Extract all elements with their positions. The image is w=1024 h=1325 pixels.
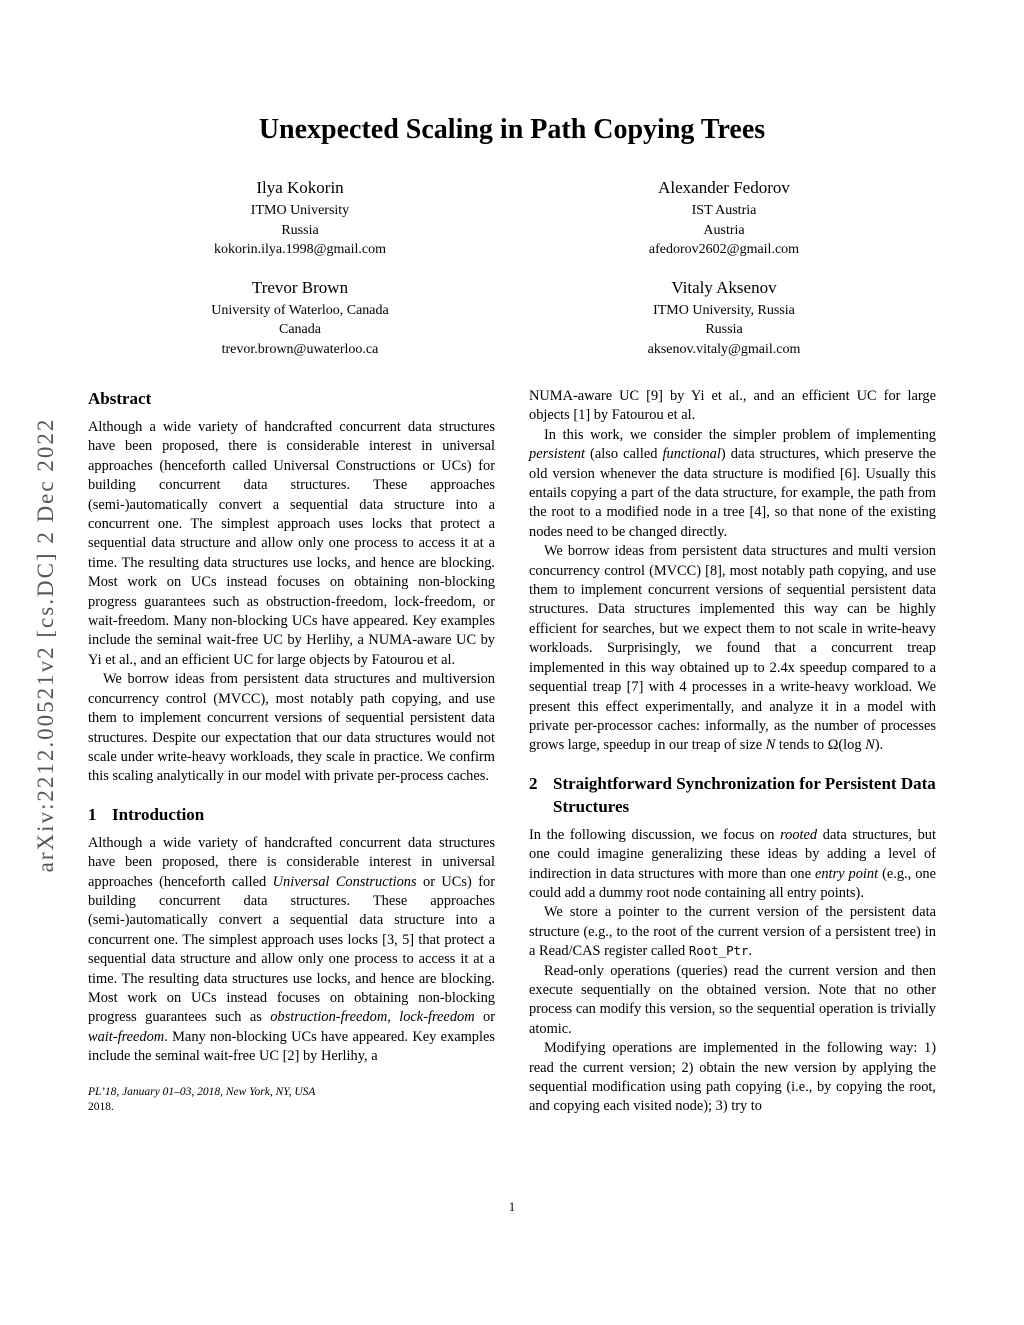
author-email: aksenov.vitaly@gmail.com (647, 341, 801, 357)
author-country: Russia (281, 222, 319, 238)
conference-footnote (88, 1085, 495, 1115)
author-country: Russia (705, 322, 743, 337)
abstract-paragraph-1: Although a wide variety of handcrafted concurrent data structures have been proposed, there is considerable interest in universal approaches (henceforth called Universal Constructions or UCs) for building concurrent data structures. These approaches (semi-)automatically convert a sequential data structure into a concurrent one. The simplest approach uses locks that protect a sequential data structure and allow only one process to access it at a time. The resulting data structures use locks, and hence are blocking. Most work on UCs instead focuses on obtaining non-blocking progress guarantees such as obstruction-freedom, lock-freedom, or wait-freedom. Many non-blocking UCs have appeared. Key examples include the seminal wait-free UC by Herlihy, a NUMA-aware UC by Yi et al., and an efficient UC for large objects by Fatourou et al. (88, 419, 495, 668)
section-1-number: 1 (88, 804, 97, 824)
author-country: Canada (279, 322, 321, 337)
author-country: Austria (703, 222, 745, 238)
author-affiliation: University of Waterloo, Canada (211, 302, 389, 318)
intro-paragraph-3: We borrow ideas from persistent data structures and multi version concurrency control (MVCC) [8], most notably path copying, and use them to implement concurrent versions of sequential persistent data structures. Data structures implemented this way can be highly efficient for searches, but we expect them to not scale in write-heavy workloads. Surprisingly, we found that a concurrent treap implemented in this way obtained up to 2.4x speedup compared to a sequential treap [7] with 4 processes in a write-heavy workload. We present this effect experimentally, and analyze it in a model with private per-processor caches: informally, as the number of processes grows large, speedup in our treap of size N tends to Ω(log N). (529, 543, 936, 754)
author-affiliation: ITMO University, Russia (653, 302, 795, 318)
section-2-paragraph-1: In the following discussion, we focus on rooted data structures, but one could imagine generalizing these ideas by adding a level of indirection in data structures with more than one entry point (e.g., one could add a dummy root node containing all entry points). (529, 826, 937, 901)
author-grid (88, 174, 936, 373)
section-2-paragraph-2: We store a pointer to the current version of the persistent data structure (e.g., to the root of the current version of a persistent tree) in a Read/CAS register called Root_Ptr. (529, 904, 936, 960)
section-2-title: Straightforward Synchronization for Persistent Data Structures (553, 773, 936, 816)
author-affiliation: IST Austria (691, 203, 757, 218)
intro-paragraph-2: In this work, we consider the simpler problem of implementing persistent (also called functional) data structures, which preserve the old version whenever the data structure is modified [6]. Usually this entails copying a part of the data structure, for example, the path from the root to a modified node in a tree [4], so that none of the existing nodes need to be changed directly. (529, 426, 937, 540)
author-name: Vitaly Aksenov (671, 277, 777, 297)
section-2-paragraph-3: Read-only operations (queries) read the current version and then execute sequentially on the obtained version. Note that no other process can modify this version, so the sequential operation is trivially atomic. (529, 962, 936, 1037)
author-affiliation: ITMO University (250, 203, 350, 218)
intro-continuation-paragraph: NUMA-aware UC [9] by Yi et al., and an efficient UC for large objects [1] by Fatourou et al. (529, 388, 936, 424)
intro-paragraph: Although a wide variety of handcrafted concurrent data structures have been proposed, there is considerable interest in universal approaches (henceforth called Universal Constructions or UCs) for building concurrent data structures. These approaches (semi-)automatically convert a sequential data structure into a concurrent one. The simplest approach uses locks [3, 5] that protect a sequential data structure and allow only one process to access it at a time. The resulting data structures use locks, and hence are blocking. Most work on UCs instead focuses on obtaining non-blocking progress guarantees such as obstruction-freedom, lock-freedom or wait-freedom. Many non-blocking UCs have appeared. Key examples include the seminal wait-free UC [2] by Herlihy, a (88, 834, 495, 1065)
section-2-number: 2 (529, 773, 538, 793)
section-2-paragraph-4: Modifying operations are implemented in the following way: 1) read the current version; 2) obtain the new version by applying the sequential modification using path copying (i.e., by copying the root, and copying each visited node); 3) try to (529, 1040, 936, 1115)
arxiv-stamp: arXiv:2212.00521v2 [cs.DC] 2 Dec 2022 (33, 417, 58, 873)
abstract-heading: Abstract (88, 389, 152, 408)
author-email: kokorin.ilya.1998@gmail.com (214, 242, 386, 257)
author-name: Ilya Kokorin (256, 178, 344, 197)
author-block (512, 274, 936, 360)
author-name: Alexander Fedorov (658, 178, 790, 197)
section-1-heading (88, 803, 495, 826)
footnote-conference-line: PL’18, January 01–03, 2018, New York, NY, USA (88, 1085, 316, 1098)
footnote-year-line: 2018. (88, 1100, 114, 1113)
author-email: trevor.brown@uwaterloo.ca (221, 341, 379, 357)
paper-title: Unexpected Scaling in Path Copying Trees (258, 114, 766, 145)
author-name: Trevor Brown (251, 277, 349, 297)
author-block (88, 174, 512, 260)
author-block (512, 174, 936, 260)
author-block (88, 274, 512, 360)
section-2-heading (529, 772, 936, 818)
two-column-body (88, 387, 936, 1117)
section-1-title: Introduction (112, 804, 205, 824)
abstract-paragraph-2: We borrow ideas from persistent data structures and multiversion concurrency control (MVCC), most notably path copying, and use them to implement concurrent versions of sequential persistent data structures. Despite our expectation that our data structures would not scale under write-heavy workloads, they scale in practice. We confirm this scaling analytically in our model with private per-process caches. (88, 671, 495, 785)
page-number: 1 (508, 1200, 516, 1214)
right-column (529, 387, 936, 1117)
left-column (88, 387, 495, 1117)
author-email: afedorov2602@gmail.com (648, 242, 800, 257)
